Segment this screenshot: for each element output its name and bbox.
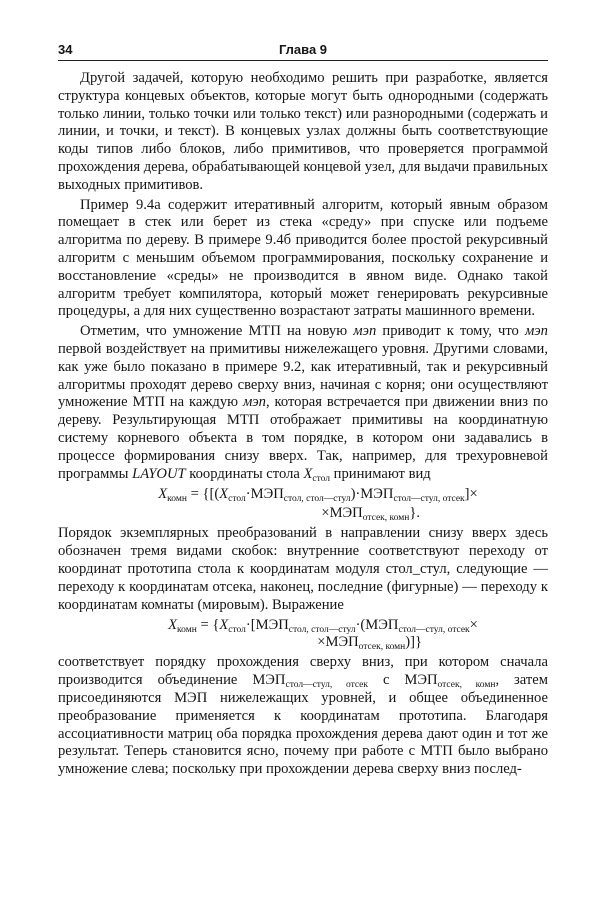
running-header [58, 40, 548, 61]
paragraph-5: соответствует порядку прохождения сверху вниз, при котором сначала производится объединение $МЭП_{стол—стул, отсек}$ с $МЭП_{отсек, комн}$, затем присоединяются МЭП нижележащих уровней, и общее объединенное преобразование применяется к координатам прототипа. Благодаря ассоциативности матриц оба порядка прохождения дерева дают один и тот же результат. Теперь становится ясно, почему при работе с МТП было выбрано умножение слева; поскольку при прохождении дерева сверху вниз послед- [58, 654, 548, 778]
chapter-title: Глава 9 [278, 42, 328, 57]
variable-x: X [303, 465, 313, 482]
paragraph-4: Порядок экземплярных преобразований в направлении снизу вверх здесь обозначен тремя видами скобок: внутренние соответствуют переходу от координат прототипа стола к координатам модуля стол_стул, следующие — переходу к координатам отсека, наконец, последние (фигурные) — переходу к координатам комнаты (мировым). Выражение [58, 525, 548, 613]
body-text [58, 70, 548, 779]
paragraph-2: Пример 9.4а содержит итеративный алгоритм, который явным образом помещает в стек или берет из стека «среду» при спуске или подъеме алгоритма по дереву. В примере 9.4б приводится более простой рекурсивный алгоритм с меньшим объемом программирования, поскольку сохранение и восстановление «среды» не производится в явном виде. Однако такой алгоритм требует компилятора, который может генерировать рекурсивные процедуры, а для них существенно возрастают затраты машинного времени. [58, 196, 548, 320]
program-name: LAYOUT [132, 465, 186, 482]
formula-2-continuation: $\times МЭП_{отсек, комн}$)]} [317, 634, 422, 653]
formula-2: $X_{комн} = \{X_{стол}\cdot[МЭП_{стол, стол—стул}\cdot(МЭП_{стол—стул, отсек}\times$ [168, 617, 478, 636]
formula-1: $X_{комн} = \{[(X_{стол}\cdot МЭП_{стол, стол—стул})\cdot МЭП_{стол—стул, отсек}]\times$ [158, 486, 478, 505]
term-mep: мэп [242, 394, 266, 411]
paragraph-3: Отметим, что умножение МТП на новую мэп приводит к тому, что мэп первой воздействует на примитивы нижележащего уровня. Другими словами, как уже было показано в примере 9.2, как итеративный, так и рекурсивный алгоритмы проходят дерево сверху вниз, начиная с корня; они осуществляют умножение МТП на каждую мэп, которая встречается при движении вниз по дереву. Результирующая МТП отображает примитивы на координатную систему корневого объекта в том порядке, в котором они задавались в процессе формирования снизу вверх. Так, например, для трехуровневой программы LAYOUT координаты стола $X_{стол}$ принимают вид [58, 323, 548, 484]
paragraph-1: Другой задачей, которую необходимо решить при разработке, является структура концевых объектов, которые могут быть однородными (содержать только линии, только точки или только текст) или разнородными (содержать и линии, и точки, и текст). В концевых узлах должны быть соответствующие коды типов либо блоков, либо примитивов, что проверяется программой прохождения дерева, обрабатывающей концевой узел, для выдачи правильных выходных примитивов. [58, 70, 548, 193]
term-mep: мэп [353, 323, 377, 340]
page-number: 34 [58, 42, 73, 57]
term-mep: мэп [524, 323, 548, 340]
formula-1-continuation: $\times МЭП_{отсек, комн}$}. [321, 505, 420, 524]
